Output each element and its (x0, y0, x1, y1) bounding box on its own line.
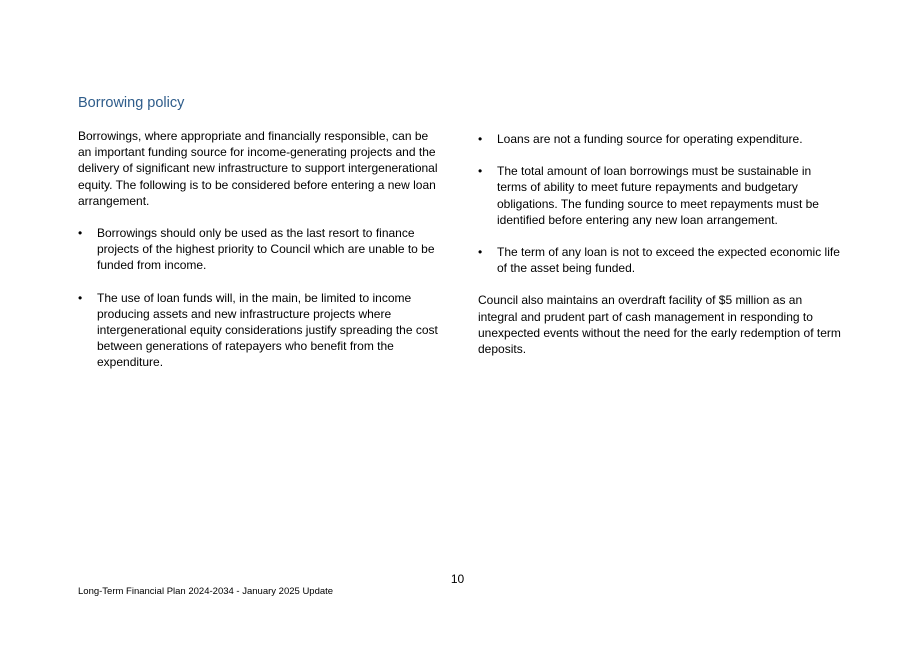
list-item (478, 244, 844, 276)
list-item-text: The use of loan funds will, in the main, be limited to income producing assets and new infrastructure projects where intergenerational equity considerations justify spreading the cost between generations of ratepayers who benefit from the expenditure. (97, 290, 438, 370)
list-item (478, 163, 844, 228)
list-item (78, 225, 440, 274)
closing-paragraph: Council also maintains an overdraft facility of $5 million as an integral and prudent part of cash management in responding to unexpected events without the need for the early redemption of term deposits. (478, 293, 841, 357)
intro-paragraph: Borrowings, where appropriate and financially responsible, can be an important funding source for income-generating projects and the delivery of significant new infrastructure to support intergenerational equity. The following is to be considered before entering a new loan arrangement. (78, 129, 438, 208)
right-column (478, 128, 844, 357)
list-item-text: The term of any loan is not to exceed the expected economic life of the asset being funded. (497, 245, 840, 276)
left-column (78, 128, 440, 387)
page-number: 10 (450, 572, 465, 586)
list-item (478, 131, 844, 147)
list-item-text: The total amount of loan borrowings must be sustainable in terms of ability to meet future repayments and budgetary obligations. The funding source to meet repayments must be identified before entering any new loan arrangement. (497, 164, 819, 227)
bullet-icon: • (478, 245, 483, 260)
document-footer: Long-Term Financial Plan 2024-2034 - January 2025 Update (78, 586, 334, 597)
bullet-icon: • (78, 226, 83, 241)
list-item-text: Borrowings should only be used as the last resort to finance projects of the highest priority to Council which are unable to be funded from income. (97, 226, 435, 273)
list-item (78, 290, 440, 371)
section-heading: Borrowing policy (78, 95, 185, 111)
bullet-icon: • (78, 290, 83, 305)
left-bullet-list (78, 225, 440, 371)
bullet-icon: • (478, 132, 483, 146)
bullet-icon: • (478, 164, 483, 179)
list-item-text: Loans are not a funding source for operating expenditure. (497, 132, 803, 146)
right-bullet-list (478, 131, 844, 276)
